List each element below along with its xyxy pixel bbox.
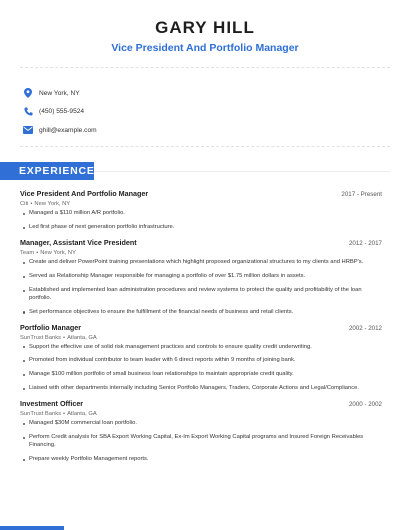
job-entry xyxy=(20,323,382,394)
job-company: SunTrust Banks xyxy=(20,411,62,418)
job-title: Manager, Assistant Vice President xyxy=(20,237,137,247)
contact-phone xyxy=(22,103,97,122)
job-location: New York, NY xyxy=(40,249,76,256)
job-bullet: Set performance objectives to ensure the fulfillment of the financial needs of business and retail clients. xyxy=(22,309,382,317)
job-location: New York, NY xyxy=(34,201,71,207)
job-bullets xyxy=(20,259,382,316)
job-date: 2017 - Present xyxy=(341,191,382,198)
header-divider xyxy=(20,67,390,68)
separator-dot: • xyxy=(30,201,33,207)
job-entry xyxy=(20,399,382,463)
job-date: 2012 - 2017 xyxy=(348,239,382,247)
job-date: 2002 - 2012 xyxy=(348,324,382,332)
phone-icon xyxy=(22,106,34,118)
separator-dot: • xyxy=(63,334,66,341)
candidate-title: Vice President And Portfolio Manager xyxy=(111,42,299,54)
job-bullets xyxy=(20,420,382,463)
job-location: Atlanta, GA xyxy=(67,334,97,341)
job-company-line xyxy=(20,250,382,256)
job-title: Vice President And Portfolio Manager xyxy=(20,189,149,198)
separator-dot: • xyxy=(36,249,39,256)
job-title: Portfolio Manager xyxy=(20,322,82,332)
job-entry xyxy=(20,189,382,232)
job-bullet: Established and implemented loan administration procedures and review systems to protect the quality and profitability of the loan portfolio. xyxy=(22,287,382,302)
job-title: Investment Officer xyxy=(20,399,84,409)
job-header xyxy=(20,238,382,247)
job-company-line xyxy=(20,335,382,341)
separator-dot: • xyxy=(63,411,66,418)
job-bullet: Support the effective use of solid risk management practices and controls to ensure quality credit underwriting. xyxy=(22,344,382,352)
contact-location xyxy=(22,84,97,103)
job-company: SunTrust Banks xyxy=(20,334,62,341)
resume-header xyxy=(0,18,410,54)
contact-divider xyxy=(20,146,390,147)
section-heading-line xyxy=(94,171,390,172)
job-company: Team xyxy=(20,249,35,256)
job-header xyxy=(20,323,382,332)
job-bullet: Managed $30M commercial loan portfolio. xyxy=(22,420,382,428)
email-icon xyxy=(22,124,34,136)
job-bullet: Perform Credit analysis for SBA Export Working Capital, Ex-Im Export Working Capital programs and Insured Foreign Receivables Financing. xyxy=(22,434,382,449)
experience-list xyxy=(20,189,382,470)
job-entry xyxy=(20,238,382,316)
job-header xyxy=(20,399,382,408)
job-bullet: Served as Relationship Manager responsible for managing a portfolio of over $1.75 million dollars in assets. xyxy=(22,273,382,281)
contact-location-text: New York, NY xyxy=(39,89,80,97)
contact-info xyxy=(22,84,97,140)
job-bullet: Manage $100 million portfolio of small business loan relationships to maintain appropriate credit quality. xyxy=(22,371,382,379)
job-bullet: Led first phase of next generation portfolio infrastructure. xyxy=(22,224,382,232)
next-section-bar xyxy=(0,526,64,530)
job-date: 2000 - 2002 xyxy=(348,401,382,409)
contact-phone-text: (450) 555-9524 xyxy=(39,108,85,116)
job-header xyxy=(20,189,382,198)
job-bullets xyxy=(20,210,382,232)
job-bullet: Prepare weekly Portfolio Management reports. xyxy=(22,456,382,464)
job-bullet: Create and deliver PowerPoint training presentations which highlight proposed organizational structures to my clients and HRBP's. xyxy=(22,259,382,267)
section-heading-experience: EXPERIENCE xyxy=(19,165,95,177)
job-location: Atlanta, GA xyxy=(67,411,97,418)
contact-email-text: ghill@example.com xyxy=(39,126,97,134)
candidate-name: GARY HILL xyxy=(155,18,255,37)
job-company-line xyxy=(20,411,382,417)
job-bullets xyxy=(20,344,382,394)
job-bullet: Liaised with other departments internally including Senior Portfolio Managers, Traders, Corporate Actions and Legal/Compliance. xyxy=(22,385,382,393)
job-company: Citi xyxy=(20,201,29,207)
location-pin-icon xyxy=(22,87,34,99)
job-bullet: Promoted from individual contributor to team leader with 6 direct reports within 9 months of joining bank. xyxy=(22,357,382,365)
contact-email xyxy=(22,121,97,140)
job-company-line xyxy=(20,201,382,207)
job-bullet: Managed a $110 million A/R portfolio. xyxy=(22,210,382,218)
